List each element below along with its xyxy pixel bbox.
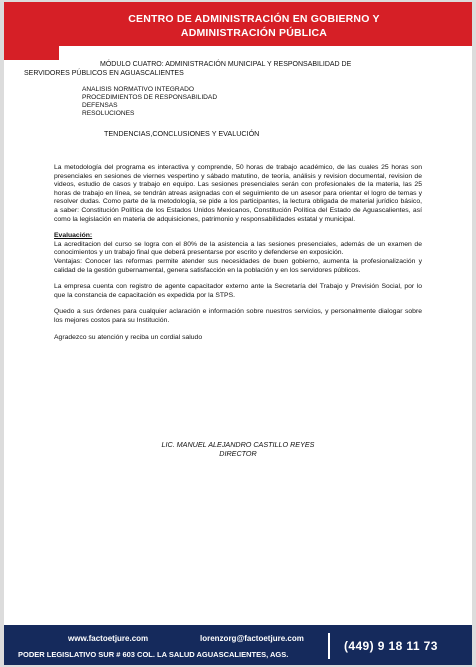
topic-item: RESOLUCIONES (82, 110, 135, 117)
body-text (54, 164, 422, 350)
footer-address: PODER LEGISLATIVO SUR # 603 COL. LA SALUD AGUASCALIENTES, AGS. (18, 650, 289, 659)
signature-block (4, 440, 472, 458)
header-title-line1: CENTRO DE ADMINISTRACIÓN EN GOBIERNO Y (128, 13, 380, 25)
module-title-line1: MÓDULO CUATRO: ADMINISTRACIÓN MUNICIPAL Y RESPONSABILIDAD DE (100, 61, 352, 68)
topic-list (82, 86, 217, 118)
footer-divider (328, 633, 330, 659)
ventajas-paragraph: Ventajas: Conocer las reformas permite atender sus necesidades de buen gobierno, aumenta la profesionalización y calidad de la gestión gubernamental, genera satisfacción en la población y en los servidores públicos. (54, 257, 422, 274)
footer-website-link[interactable]: www.factoetjure.com (68, 634, 149, 643)
topic-item: ANALISIS NORMATIVO INTEGRADO (82, 86, 194, 93)
footer-band (4, 625, 472, 665)
methodology-paragraph: La metodología del programa es interactiva y comprende, 50 horas de trabajo académico, de las cuales 25 horas son presenciales en sesiones de viernes vespertino y sábado matutino, de teoría, análisis y revision documental, revision de videos, estudio de casos y trabajo en equipo. Las sesiones presenciales serán con profesionales de la materia, las 25 horas de trabajo en línea, se tendrán atreas asignadas con el seguimiento de un asesor para orientar el logro de temas y resolver dudas. Como parte de la metodología, se pide a los participantes, la lectura obligada de material jurídico básico, a saber: Constitución Política de los Estados Unidos Mexicanos, Constitución Política del Estado de Aguascalientes, así como la legislación en materia de adquisiciones, patrimonio y responsabilidades estatal y municipal. (54, 164, 422, 223)
document-page (4, 2, 472, 665)
topic-item: DEFENSAS (82, 102, 118, 109)
module-title-line2: SERVIDORES PÚBLICOS EN AGUASCALIENTES (24, 70, 184, 77)
signature-role: DIRECTOR (219, 449, 257, 458)
ordenes-paragraph: Quedo a sus órdenes para cualquier aclaración e información sobre nuestros servicios, y personalmente dialogar sobre los mejores costos para su Institución. (54, 308, 422, 324)
signature-name: LIC. MANUEL ALEJANDRO CASTILLO REYES (161, 440, 315, 449)
header-accent (4, 46, 59, 60)
header-title-line2: ADMINISTRACIÓN PÚBLICA (180, 27, 328, 39)
evaluation-section (54, 232, 422, 275)
closing-paragraph: Agradezco su atención y reciba un cordial saludo (54, 333, 203, 341)
evaluation-heading: Evaluación: (54, 232, 93, 240)
registro-paragraph: La empresa cuenta con registro de agente capacitador externo ante la Secretaría del Trabajo y Previsión Social, por lo que la constancia de capacitación es expedida por la STPS. (54, 283, 422, 299)
footer-email-link[interactable]: lorenzorg@factoetjure.com (200, 634, 304, 643)
topic-item: PROCEDIMIENTOS DE RESPONSABILIDAD (82, 94, 218, 101)
evaluation-paragraph: La acreditacion del curso se logra con el 80% de la asistencia a las sesiones presenciales, además de un examen de conocimientos y un trabajo final que deberá presentarse por escrito y defenderse en exposición. (54, 240, 422, 257)
header-title (64, 12, 444, 40)
footer-phone: (449) 9 18 11 73 (344, 639, 438, 653)
module-title (24, 60, 394, 78)
module-subtitle: TENDENCIAS,CONCLUSIONES Y EVALUCIÓN (104, 129, 260, 138)
